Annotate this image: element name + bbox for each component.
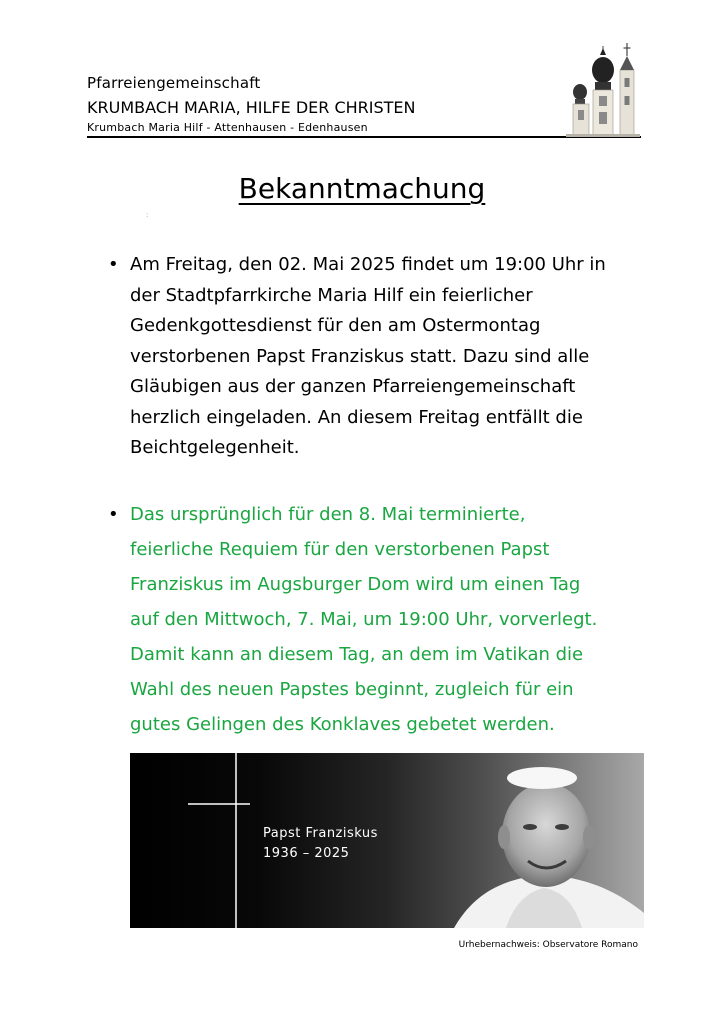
bullet-line: gutes Gelingen des Konklaves gebetet werden. xyxy=(130,713,555,735)
banner-name: Papst Franziskus xyxy=(263,826,378,841)
letterhead xyxy=(87,74,641,138)
announcement-list xyxy=(108,250,648,742)
cross-icon xyxy=(130,753,250,928)
bullet-line: Das ursprünglich für den 8. Mai terminierte, xyxy=(130,503,526,525)
bullet-line: herzlich eingeladen. An diesem Freitag entfällt die xyxy=(130,406,583,428)
pope-portrait xyxy=(444,753,644,928)
bullet-line: Gläubigen aus der ganzen Pfarreiengemeinschaft xyxy=(130,376,576,397)
bullet-line: Wahl des neuen Papstes beginnt, zugleich für ein xyxy=(130,678,574,700)
list-item xyxy=(108,497,648,742)
org-type: Pfarreiengemeinschaft xyxy=(87,74,261,92)
image-credit: Urhebernachweis: Observatore Romano xyxy=(458,940,638,950)
bullet-line: feierliche Requiem für den verstorbenen Papst xyxy=(130,538,550,560)
memorial-banner xyxy=(130,753,644,928)
bullet-icon: • xyxy=(108,503,119,525)
document-title: Bekanntmachung xyxy=(238,172,486,205)
bullet-line: Damit kann an diesem Tag, an dem im Vatikan die xyxy=(130,643,584,665)
bullet-line: Franziskus im Augsburger Dom wird um einen Tag xyxy=(130,573,581,595)
bullet-line: auf den Mittwoch, 7. Mai, um 19:00 Uhr, vorverlegt. xyxy=(130,608,598,630)
bullet-line: Beichtgelegenheit. xyxy=(130,437,300,458)
bullet-icon: • xyxy=(108,254,119,275)
org-name: KRUMBACH MARIA, HILFE DER CHRISTEN xyxy=(87,98,416,117)
banner-years: 1936 – 2025 xyxy=(263,846,350,861)
list-item xyxy=(108,250,648,464)
church-logo-icon xyxy=(566,40,640,137)
bullet-line: Gedenkgottesdienst für den am Ostermontag xyxy=(130,315,541,336)
org-places: Krumbach Maria Hilf - Attenhausen - Edenhausen xyxy=(87,121,641,138)
bullet-line: Am Freitag, den 02. Mai 2025 findet um 19:00 Uhr in xyxy=(130,254,606,275)
bullet-line: der Stadtpfarrkirche Maria Hilf ein feierlicher xyxy=(130,284,533,306)
small-mark: : xyxy=(146,211,149,219)
banner-text xyxy=(249,814,409,874)
bullet-line: verstorbenen Papst Franziskus statt. Dazu sind alle xyxy=(130,345,590,367)
